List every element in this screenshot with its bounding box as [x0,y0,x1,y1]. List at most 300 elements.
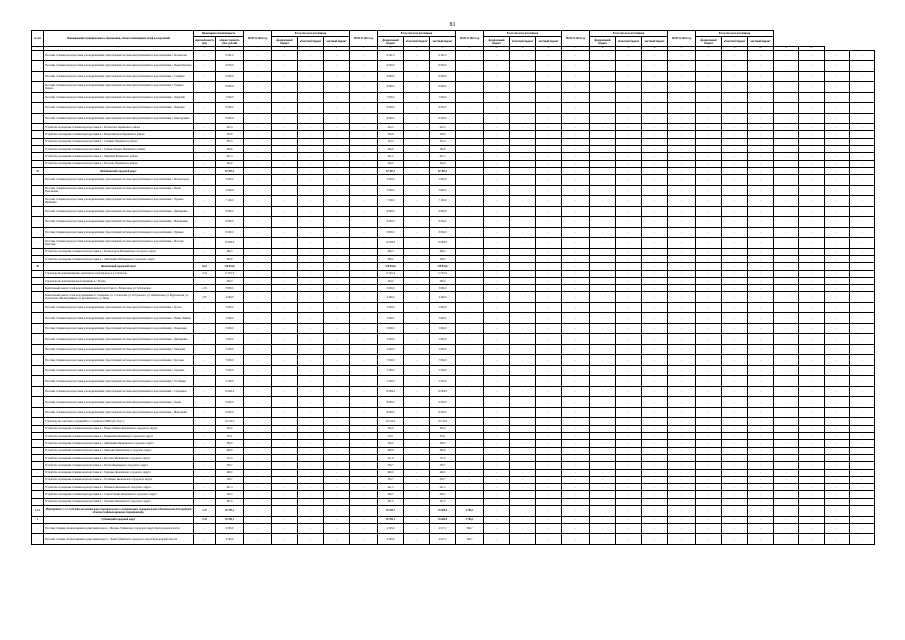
amount-cell: - [510,255,536,262]
table-row [32,196,875,207]
table-row [32,376,875,387]
amount-cell: - [824,498,849,505]
cost-value: 304,0 [216,425,244,432]
amount-cell: - [849,334,874,345]
amount-cell: - [484,285,510,292]
amount-cell: 397,0 [430,498,456,505]
length-value: - [194,113,216,124]
cost-value: 39 785,1 [216,506,244,517]
amount-cell: - [849,469,874,476]
amount-cell: - [849,418,874,425]
amount-cell: - [696,534,722,545]
amount-cell: - [324,238,350,249]
amount-cell: - [722,196,748,207]
amount-cell: - [404,491,430,498]
amount-cell: - [244,175,272,186]
amount-cell: - [799,103,824,114]
amount-cell: - [722,292,748,303]
amount-cell: - [722,71,748,82]
amount-cell: - [616,433,642,440]
amount-cell: - [484,71,510,82]
length-value: 2,54 [194,270,216,277]
amount-cell: - [510,425,536,432]
amount-cell: - [696,440,722,447]
length-value: - [194,407,216,418]
amount-cell: - [774,277,799,284]
amount-cell: - [748,344,774,355]
object-name: Устройство ограждения станции водоподготовки в с. Старое Гиняно Яковлевского городского округа [44,491,194,498]
object-name: Поставка станции водоподготовки для модернизации существующей системы централизованного водоснабжения с. Губкино-Первое [44,82,194,93]
cost-value: 92 397,3 [216,167,244,174]
amount-cell: - [272,131,298,138]
amount-cell: - [849,425,874,432]
amount-cell: 3 600,0 [430,285,456,292]
amount-cell: - [510,138,536,145]
amount-cell: - [774,113,799,124]
length-value: - [194,454,216,461]
amount-cell: - [642,469,668,476]
amount-cell: - [456,92,484,103]
amount-cell: - [244,71,272,82]
cost-value: 119 843,0 [216,263,244,270]
amount-cell: - [774,185,799,196]
amount-cell: - [298,447,324,454]
amount-cell: - [404,313,430,324]
amount-cell: - [616,447,642,454]
row-number: - [32,376,44,387]
amount-cell: - [510,50,536,61]
object-name: Устройство ограждения станции водоподготовки в с. Дмитриевка Шебекинского городского округа [44,255,194,262]
amount-cell: - [616,227,642,238]
cost-value: 6 900,0 [216,71,244,82]
amount-cell: 18 513,0 [378,418,404,425]
amount-cell: - [748,285,774,292]
amount-cell: - [484,516,510,523]
amount-cell: - [298,365,324,376]
amount-cell: - [696,498,722,505]
amount-cell: - [774,61,799,72]
amount-cell: - [350,462,378,469]
amount-cell: - [298,469,324,476]
length-value: - [194,206,216,217]
amount-cell: - [510,433,536,440]
amount-cell: - [696,462,722,469]
column-index: 8 [324,47,350,51]
amount-cell: - [298,196,324,207]
amount-cell: - [456,484,484,491]
amount-cell: - [456,153,484,160]
amount-cell: - [849,50,874,61]
amount-cell: - [244,227,272,238]
cost-value: 370,1 [216,433,244,440]
amount-cell: - [350,138,378,145]
amount-cell: - [350,103,378,114]
amount-cell: - [824,145,849,152]
amount-cell: - [510,469,536,476]
amount-cell: - [244,206,272,217]
amount-cell: - [722,227,748,238]
length-value: - [194,61,216,72]
amount-cell: - [849,506,874,517]
amount-cell: - [748,498,774,505]
amount-cell: - [668,462,696,469]
amount-cell: - [696,355,722,366]
header-total-cost: общая стоимость (тыс. рублей) [216,37,244,47]
amount-cell: - [272,61,298,72]
amount-cell: - [404,131,430,138]
amount-cell: - [484,175,510,186]
amount-cell: - [774,469,799,476]
amount-cell: - [536,217,562,228]
amount-cell: - [748,334,774,345]
amount-cell: - [272,425,298,432]
amount-cell: - [404,355,430,366]
amount-cell: - [562,270,590,277]
amount-cell: - [562,92,590,103]
amount-cell: - [536,462,562,469]
amount-cell: - [590,386,616,397]
object-name: Поставка станции водоподготовки для модернизации существующей системы централизованного водоснабжения с. Чураево-Шебекино [44,196,194,207]
amount-cell: - [722,498,748,505]
amount-cell: - [298,454,324,461]
amount-cell: - [536,185,562,196]
amount-cell: - [404,217,430,228]
length-value: - [194,248,216,255]
amount-cell: - [590,447,616,454]
amount-cell: - [668,248,696,255]
amount-cell: - [590,292,616,303]
amount-cell: - [642,227,668,238]
table-row [32,476,875,483]
amount-cell: 8 000,0 [378,227,404,238]
amount-cell: - [484,238,510,249]
header-incl-sources: В том числе из источников [484,31,562,37]
amount-cell: - [510,323,536,334]
amount-cell: 6 900,0 [378,71,404,82]
table-row [32,386,875,397]
amount-cell: - [590,285,616,292]
amount-cell: - [774,386,799,397]
amount-cell: - [350,270,378,277]
amount-cell: - [404,138,430,145]
amount-cell: 490,0 [378,447,404,454]
amount-cell: - [799,160,824,167]
amount-cell: - [562,227,590,238]
amount-cell: - [696,175,722,186]
amount-cell: 5 500,0 [430,365,456,376]
amount-cell: - [849,175,874,186]
length-value: - [194,185,216,196]
object-name: Поставка станции водоподготовки для модернизации существующей системы централизованного водоснабжения с. Гостищево [44,376,194,387]
amount-cell: - [642,476,668,483]
amount-cell: - [774,238,799,249]
amount-cell: - [456,145,484,152]
amount-cell: - [272,248,298,255]
amount-cell: - [456,50,484,61]
amount-cell: - [748,491,774,498]
amount-cell: - [456,167,484,174]
amount-cell: - [642,113,668,124]
amount-cell: 397,0 [378,498,404,505]
amount-cell: - [722,277,748,284]
amount-cell: - [774,50,799,61]
amount-cell: - [272,344,298,355]
amount-cell: - [484,167,510,174]
amount-cell: - [404,285,430,292]
amount-cell: - [590,302,616,313]
amount-cell: 336,0 [430,440,456,447]
amount-cell: - [536,82,562,93]
amount-cell: - [696,454,722,461]
amount-cell: - [404,82,430,93]
amount-cell: - [774,506,799,517]
amount-cell: - [404,206,430,217]
amount-cell: - [696,292,722,303]
amount-cell: - [536,433,562,440]
amount-cell: - [668,454,696,461]
amount-cell: - [668,103,696,114]
amount-cell: - [536,206,562,217]
amount-cell: - [244,491,272,498]
column-index: 22 [696,47,722,51]
table-row [32,71,875,82]
amount-cell: - [562,277,590,284]
amount-cell: 4 017,2 [430,523,456,534]
amount-cell: - [244,425,272,432]
amount-cell: - [824,484,849,491]
amount-cell: - [324,313,350,324]
amount-cell: - [298,491,324,498]
amount-cell: 4 785,1 [456,506,484,517]
length-value: - [194,131,216,138]
amount-cell: - [536,447,562,454]
amount-cell: - [298,255,324,262]
amount-cell: - [404,433,430,440]
amount-cell: - [324,263,350,270]
amount-cell: 8 000,0 [378,113,404,124]
object-name: Поставка станции водоподготовки для модернизации существующей системы централизованного водоснабжения с. Богомолово [44,50,194,61]
amount-cell: - [298,407,324,418]
amount-cell: - [748,263,774,270]
amount-cell: - [722,355,748,366]
amount-cell: - [244,355,272,366]
amount-cell: - [722,185,748,196]
amount-cell: - [350,217,378,228]
amount-cell: - [272,292,298,303]
amount-cell: - [722,160,748,167]
amount-cell: - [616,454,642,461]
amount-cell: - [536,386,562,397]
amount-cell: - [696,227,722,238]
amount-cell: - [668,263,696,270]
amount-cell: - [404,292,430,303]
amount-cell: - [849,516,874,523]
cost-value: 5 600,0 [216,344,244,355]
amount-cell: - [272,516,298,523]
table-row [32,313,875,324]
amount-cell: - [616,365,642,376]
amount-cell: - [404,227,430,238]
amount-cell: - [696,425,722,432]
amount-cell: - [590,138,616,145]
amount-cell: - [404,323,430,334]
table-row [32,103,875,114]
amount-cell: - [616,523,642,534]
row-number: - [32,160,44,167]
column-index: 7 [298,47,324,51]
amount-cell: - [748,255,774,262]
amount-cell: - [484,476,510,483]
amount-cell: - [510,113,536,124]
cost-value: 6 900,0 [216,206,244,217]
amount-cell: 350,7 [378,462,404,469]
amount-cell: 384,6 [378,145,404,152]
amount-cell: - [799,344,824,355]
amount-cell: - [748,227,774,238]
amount-cell: - [696,196,722,207]
amount-cell: - [722,285,748,292]
amount-cell: - [272,418,298,425]
amount-cell: - [456,196,484,207]
amount-cell: - [722,491,748,498]
amount-cell: - [562,82,590,93]
amount-cell: 35 000,0 [430,506,456,517]
amount-cell: - [562,476,590,483]
amount-cell: - [484,277,510,284]
amount-cell: - [748,61,774,72]
amount-cell: - [272,313,298,324]
amount-cell: - [456,238,484,249]
amount-cell: - [484,124,510,131]
amount-cell: - [350,167,378,174]
object-name: Поставка станции водоподготовки для модернизации существующей системы централизованного водоснабжения с. Маслова Пристань [44,238,194,249]
length-value: - [194,71,216,82]
amount-cell: - [616,160,642,167]
amount-cell: - [668,277,696,284]
section-row [32,263,875,270]
column-index: 1 [32,47,44,51]
amount-cell: 421,3 [378,153,404,160]
amount-cell: - [536,238,562,249]
column-index: 17 [562,47,590,51]
cost-value: 5 600,0 [216,313,244,324]
amount-cell: - [668,71,696,82]
amount-cell: - [484,418,510,425]
amount-cell: 5 800,0 [430,334,456,345]
table-row [32,285,875,292]
amount-cell: - [722,175,748,186]
amount-cell: - [590,313,616,324]
amount-cell: - [849,523,874,534]
amount-cell: - [748,270,774,277]
amount-cell: - [484,491,510,498]
table-row [32,440,875,447]
amount-cell: - [244,498,272,505]
amount-cell: - [642,484,668,491]
amount-cell: - [562,196,590,207]
cost-value: 398,0 [216,255,244,262]
amount-cell: - [456,313,484,324]
amount-cell: - [799,138,824,145]
amount-cell: - [562,160,590,167]
amount-cell: - [404,185,430,196]
amount-cell: - [824,263,849,270]
amount-cell: - [298,277,324,284]
amount-cell: - [456,302,484,313]
amount-cell: 350,7 [378,476,404,483]
amount-cell: - [324,292,350,303]
amount-cell: - [668,355,696,366]
amount-cell: - [244,433,272,440]
amount-cell: - [849,285,874,292]
amount-cell: - [324,206,350,217]
object-name: Устройство ограждения станции водоподготовки в с. Волотово Чернянского района [44,160,194,167]
amount-cell: - [324,138,350,145]
amount-cell: - [350,355,378,366]
row-number: - [32,323,44,334]
amount-cell: - [590,103,616,114]
amount-cell: - [298,523,324,534]
amount-cell: - [350,365,378,376]
amount-cell: - [272,484,298,491]
amount-cell: - [484,484,510,491]
amount-cell: - [298,476,324,483]
amount-cell: - [668,292,696,303]
amount-cell: - [668,255,696,262]
amount-cell: - [824,447,849,454]
row-number: - [32,196,44,207]
amount-cell: - [642,131,668,138]
amount-cell: - [510,476,536,483]
table-row [32,138,875,145]
column-index: 18 [590,47,616,51]
amount-cell: - [668,196,696,207]
amount-cell: - [298,313,324,324]
amount-cell: - [298,397,324,408]
row-number: 20 [32,263,44,270]
amount-cell: - [590,376,616,387]
object-name: Поставка станции водоподготовки для модернизации существующей системы централизованного водоснабжения с. Чернанка [44,103,194,114]
amount-cell: - [562,334,590,345]
object-name: Устройство ограждения станции водоподготовки в с. Завидовка Яковлевского городского округа [44,447,194,454]
amount-cell: - [298,433,324,440]
amount-cell: - [616,50,642,61]
object-name: Поставка станции водоподготовки для модернизации существующей системы централизованного водоснабжения с. Кустовое [44,355,194,366]
cost-value: 8 000,0 [216,113,244,124]
amount-cell: - [350,506,378,517]
amount-cell: 421,3 [430,153,456,160]
amount-cell: - [722,376,748,387]
amount-cell: - [456,61,484,72]
amount-cell: - [484,386,510,397]
amount-cell: - [456,323,484,334]
amount-cell: - [536,227,562,238]
amount-cell: - [642,365,668,376]
object-name: Устройство ограждения станции водоподготовки в с. Ольховка Яковлевского городского округа [44,498,194,505]
amount-cell: - [799,285,824,292]
length-value: - [194,365,216,376]
length-value: - [194,217,216,228]
length-value: - [194,447,216,454]
length-value: - [194,476,216,483]
amount-cell: - [799,491,824,498]
amount-cell: - [696,185,722,196]
amount-cell: - [484,523,510,534]
table-row [32,292,875,303]
table-row [32,425,875,432]
amount-cell: 119 843,0 [378,263,404,270]
amount-cell: - [799,124,824,131]
